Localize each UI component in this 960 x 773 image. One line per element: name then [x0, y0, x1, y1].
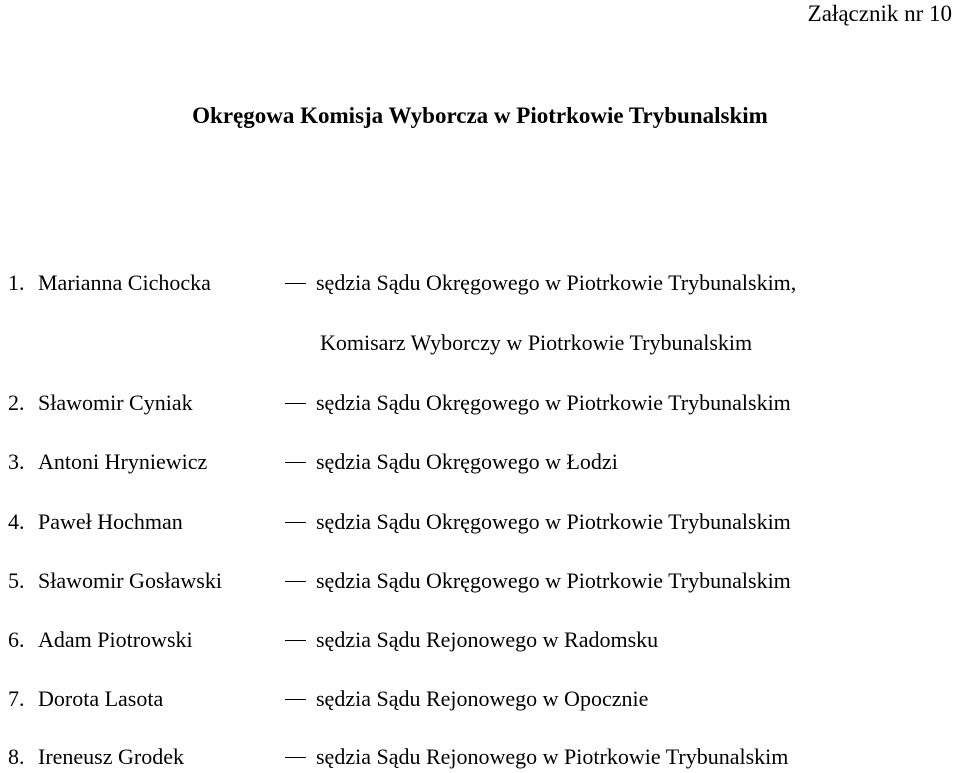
member-role: sędzia Sądu Rejonowego w Opocznie	[316, 686, 649, 711]
member-number: 1.	[8, 270, 25, 295]
document-title: Okręgowa Komisja Wyborcza w Piotrkowie Trybunalskim	[192, 103, 768, 128]
member-name: Dorota Lasota	[38, 686, 164, 711]
member-role: sędzia Sądu Rejonowego w Piotrkowie Trybunalskim	[316, 744, 789, 769]
member-number: 7.	[8, 686, 25, 711]
dash-separator	[285, 699, 306, 700]
member-name: Paweł Hochman	[38, 509, 183, 534]
member-role: sędzia Sądu Okręgowego w Piotrkowie Trybunalskim	[316, 390, 791, 415]
member-name: Antoni Hryniewicz	[38, 449, 208, 474]
member-number: 2.	[8, 390, 25, 415]
dash-separator	[285, 283, 306, 284]
member-name: Adam Piotrowski	[38, 627, 193, 652]
member-role: sędzia Sądu Okręgowego w Piotrkowie Trybunalskim,	[316, 270, 797, 295]
member-number: 4.	[8, 509, 25, 534]
member-role-cont: Komisarz Wyborczy w Piotrkowie Trybunalskim	[320, 330, 753, 355]
member-name: Marianna Cichocka	[38, 270, 211, 295]
dash-separator	[285, 522, 306, 523]
member-name: Sławomir Gosławski	[38, 568, 222, 593]
dash-separator	[285, 462, 306, 463]
member-number: 5.	[8, 568, 25, 593]
dash-separator	[285, 403, 306, 404]
dash-separator	[285, 640, 306, 641]
member-name: Ireneusz Grodek	[38, 744, 184, 769]
member-number: 3.	[8, 449, 25, 474]
member-role: sędzia Sądu Rejonowego w Radomsku	[316, 627, 659, 652]
member-number: 8.	[8, 744, 25, 769]
dash-separator	[285, 757, 306, 758]
members-list	[8, 0, 958, 773]
dash-separator	[285, 581, 306, 582]
member-number: 6.	[8, 627, 25, 652]
member-role: sędzia Sądu Okręgowego w Łodzi	[316, 449, 618, 474]
member-role: sędzia Sądu Okręgowego w Piotrkowie Trybunalskim	[316, 509, 791, 534]
member-name: Sławomir Cyniak	[38, 390, 193, 415]
member-role: sędzia Sądu Okręgowego w Piotrkowie Trybunalskim	[316, 568, 791, 593]
annex-label: Załącznik nr 10	[807, 1, 952, 26]
